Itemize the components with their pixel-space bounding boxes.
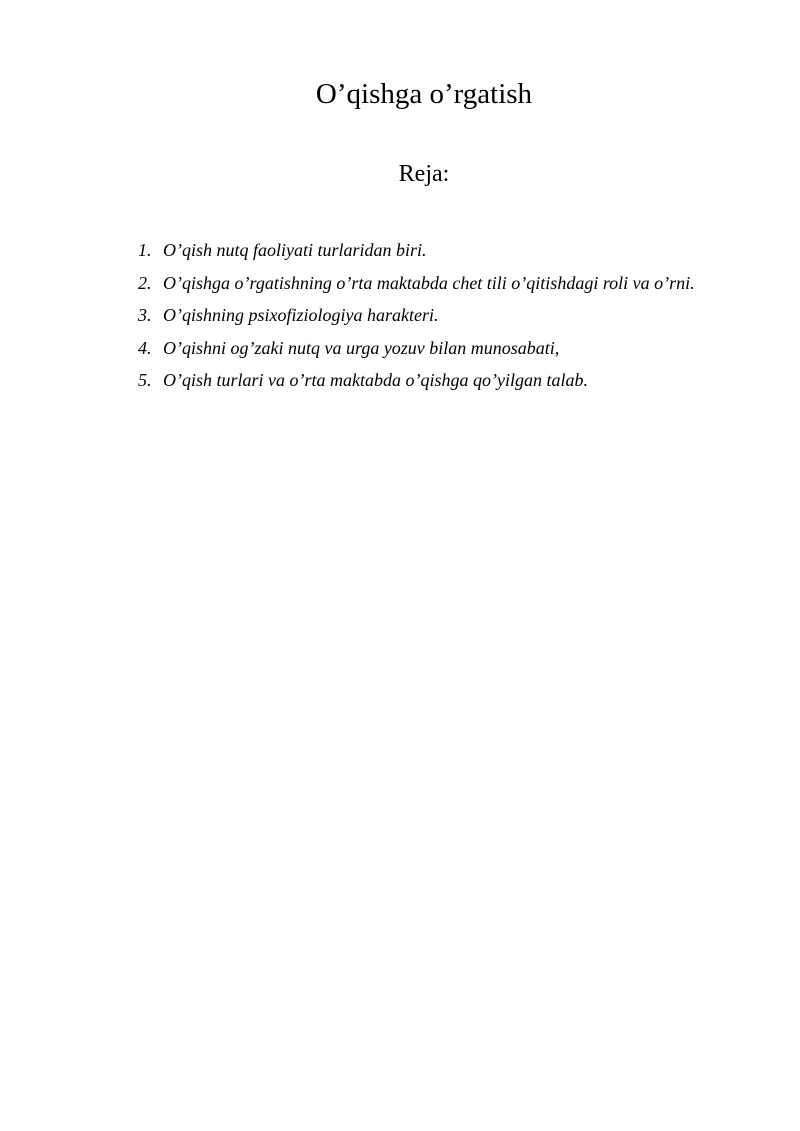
list-item: [138, 299, 778, 332]
list-item-text: O’qish nutq faoliyati turlaridan biri.: [163, 240, 427, 260]
list-item-number: 5.: [138, 370, 152, 390]
list-item: [138, 267, 778, 300]
list-item-number: 1.: [138, 240, 152, 260]
list-item: [138, 234, 778, 267]
list-item: [138, 332, 778, 365]
list-item-text: O’qish turlari va o’rta maktabda o’qishga qo’yilgan talab.: [163, 370, 588, 390]
list-item-text: O’qishning psixofiziologiya harakteri.: [163, 305, 439, 325]
list-item-number: 2.: [138, 272, 152, 293]
plan-list: [138, 234, 778, 397]
list-item: [138, 364, 778, 397]
list-item-text: O’qishni og’zaki nutq va urga yozuv bilan munosabati,: [163, 337, 560, 358]
list-item-number: 3.: [138, 305, 152, 325]
list-item-number: 4.: [138, 337, 152, 358]
page-title: O’qishga o’rgatish: [315, 78, 533, 110]
plan-heading: Reja:: [398, 161, 450, 187]
list-item-text: O’qishga o’rgatishning o’rta maktabda chet tili o’qitishdagi roli va o’rni.: [163, 272, 695, 293]
